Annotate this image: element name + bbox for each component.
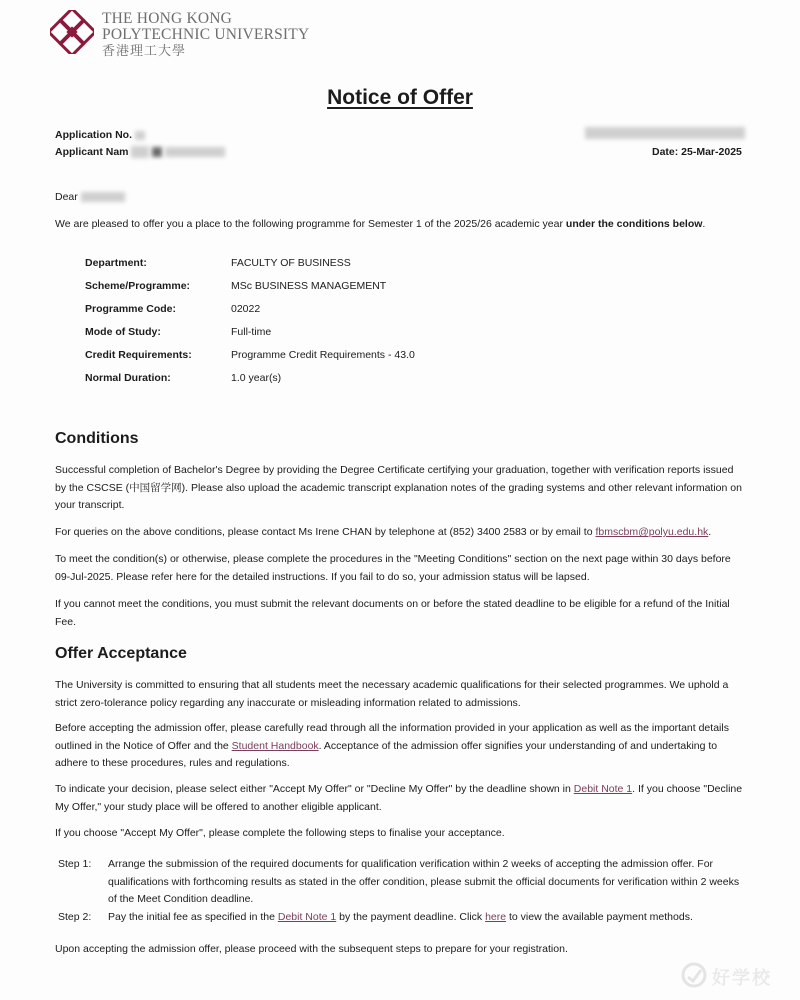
university-logo [50,10,310,62]
step-2-text [108,909,746,927]
acceptance-paragraph-3 [55,781,745,816]
watermark-icon [680,961,708,989]
page-title: Notice of Offer [327,86,473,109]
step-1-text: Arrange the submission of the required documents for qualification verification within 2 weeks of accepting the admission offer. For qualifications with forthcoming results as stated in the offer condition, please submit the official documents for verification within 2 weeks of the Meet Condition deadline. [108,858,740,905]
conditions-contact-text: For queries on the above conditions, please contact Ms Irene CHAN by telephone at (852) 3400 2583 or by email to [55,526,596,538]
step-2-text-a: Pay the initial fee as specified in the [108,911,278,923]
redacted-reference-block [585,127,745,139]
detail-value: 02022 [231,303,261,315]
detail-label: Programme Code: [85,303,177,315]
acceptance-paragraph-2 [55,720,745,773]
watermark-text: 好学校 [712,968,772,988]
step-2-text-c: to view the available payment methods. [506,911,693,923]
conditions-paragraph-1: Successful completion of Bachelor's Degree by providing the Degree Certificate certifying your graduation, together with verification reports issued by the CSCSE (中国留学网). Please also upload the academic transcript explanation notes of the grading systems and other relevant information on your transcript. [55,464,742,511]
intro-text: We are pleased to offer you a place to the following programme for Semester 1 of the 2025/26 academic year [55,218,566,230]
conditions-paragraph-4: If you cannot meet the conditions, you must submit the relevant documents on or before the stated deadline to be eligible for a refund of the Initial Fee. [55,598,730,628]
redacted-name-2 [152,147,162,157]
detail-row [85,303,585,326]
detail-value: Programme Credit Requirements - 43.0 [231,349,415,361]
conditions-contact-end: . [708,526,712,538]
detail-label: Credit Requirements: [85,349,192,361]
contact-email-link[interactable]: fbmscbm@polyu.edu.hk [595,526,709,538]
acceptance-p2-text-b: . Acceptance of the admission offer signifies your understanding of and undertaking to adhere to these procedures, rules and regulations. [55,739,718,769]
step-1 [58,856,748,910]
logo-line-1: THE HONG KONG [102,10,233,27]
application-no [55,129,145,141]
acceptance-heading: Offer Acceptance [55,645,187,662]
step-2 [58,909,748,929]
logo-wordmark [102,11,309,59]
salutation-text: Dear [55,191,78,203]
polyu-logo-icon [50,10,94,54]
detail-value: 1.0 year(s) [231,372,282,384]
acceptance-p3-text-b: . If you choose "Decline My Offer," your study place will be offered to another eligible applicant. [55,783,743,813]
salutation [55,189,745,207]
logo-line-2: POLYTECHNIC UNIVERSITY [102,26,310,43]
programme-details [85,257,585,395]
acceptance-p3-text-a: To indicate your decision, please select either "Accept My Offer" or "Decline My Offer" by the deadline shown in [55,783,574,795]
intro-end: . [702,218,706,230]
applicant-name [55,146,225,158]
step-1-label: Step 1: [58,858,92,870]
closing-paragraph: Upon accepting the admission offer, please proceed with the subsequent steps to prepare for your registration. [55,943,568,955]
detail-label: Normal Duration: [85,372,171,384]
acceptance-p2-text-a: Before accepting the admission offer, please carefully read through all the information provided in your application as well as the important details outlined in the Notice of Offer and the [55,722,729,752]
conditions-paragraph-3: To meet the condition(s) or otherwise, please complete the procedures in the "Meeting Conditions" section on the next page within 30 days before 09-Jul-2025. Please refer here for the detailed instructions. If you fail to do so, your admission status will be lapsed. [55,553,731,583]
application-no-label: Application No. [55,129,132,141]
redacted-name-1 [131,146,149,158]
detail-label: Scheme/Programme: [85,280,191,292]
intro-paragraph [55,216,745,234]
intro-emphasis: under the conditions below [565,218,703,230]
redacted-name-3 [165,147,225,157]
step-2-label: Step 2: [58,911,92,923]
step-2-text-b: by the payment deadline. Click [336,911,486,923]
debit-note-link[interactable]: Debit Note 1 [573,783,633,795]
detail-label: Mode of Study: [85,326,161,338]
redacted-reference [585,127,745,139]
detail-label: Department: [85,257,147,269]
watermark [678,960,788,990]
debit-note-1-link[interactable]: Debit Note 1 [277,911,337,923]
acceptance-paragraph-1: The University is committed to ensuring that all students meet the necessary academic qualifications for their selected programmes. We uphold a strict zero-tolerance policy regarding any inaccurate or misleading information related to admissions. [55,679,729,709]
logo-line-3: 香港理工大學 [102,43,187,58]
acceptance-paragraph-4: If you choose "Accept My Offer", please complete the following steps to finalise your acceptance. [55,827,505,839]
detail-value: Full-time [231,326,272,338]
detail-row [85,326,585,349]
applicant-name-label: Applicant Nam [55,146,129,158]
detail-row [85,349,585,372]
detail-value: MSc BUSINESS MANAGEMENT [231,280,387,292]
conditions-paragraph-2 [55,524,745,542]
student-handbook-link[interactable]: Student Handbook [231,739,319,752]
redacted-recipient [81,192,125,202]
detail-row [85,372,585,395]
payment-methods-link[interactable]: here [485,911,507,923]
detail-value: FACULTY OF BUSINESS [231,257,351,269]
offer-date: Date: 25-Mar-2025 [652,146,742,158]
redacted-application-no [135,131,145,140]
detail-row [85,257,585,280]
detail-row [85,280,585,303]
conditions-heading: Conditions [55,430,139,447]
